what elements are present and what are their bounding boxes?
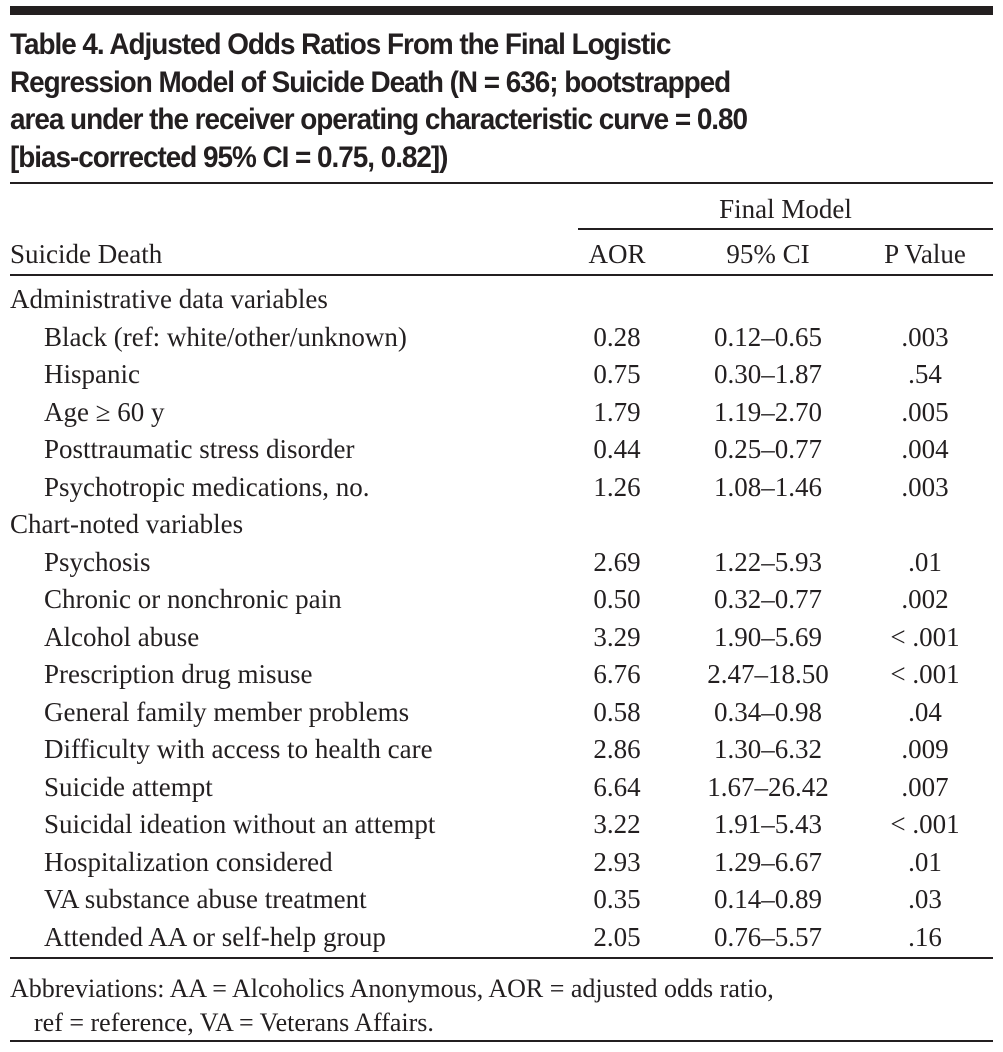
row-label: Posttraumatic stress disorder	[44, 434, 355, 464]
p-value: .04	[908, 696, 942, 727]
p-value: < .001	[890, 809, 960, 839]
ci-value: 1.91–5.43	[714, 809, 822, 839]
p-value: .003	[901, 471, 949, 502]
p-value: < .001	[890, 659, 960, 689]
ci-value: 2.47–18.50	[707, 659, 829, 689]
title-line: [bias-corrected 95% CI = 0.75, 0.82])	[10, 140, 448, 174]
table-row	[10, 922, 993, 959]
bottom-rule	[10, 1040, 993, 1042]
p-value: .03	[908, 884, 942, 914]
aor-value: 6.64	[593, 771, 641, 802]
col-header-suicide-death: Suicide Death	[10, 239, 163, 269]
table-row	[10, 434, 993, 471]
row-label: Chart-noted variables	[10, 509, 244, 539]
p-value: .009	[901, 734, 949, 764]
title-line: area under the receiver operating characteristic curve = 0.80	[10, 103, 748, 136]
row-label: General family member problems	[44, 696, 410, 727]
p-value: .01	[908, 846, 942, 877]
section-header-row	[10, 284, 993, 321]
ci-value: 0.14–0.89	[714, 884, 822, 914]
row-label: Hospitalization considered	[44, 846, 333, 877]
ci-value: 0.32–0.77	[714, 584, 822, 614]
table-row	[10, 547, 993, 584]
title-line: Table 4. Adjusted Odds Ratios From the Final Logistic	[10, 28, 671, 61]
aor-value: 3.22	[593, 809, 641, 839]
p-value: .54	[908, 359, 942, 389]
table-row	[10, 884, 993, 921]
row-label: Psychosis	[44, 546, 151, 577]
row-label: Chronic or nonchronic pain	[44, 584, 342, 614]
footnote	[10, 972, 774, 1040]
row-label: Suicidal ideation without an attempt	[44, 809, 436, 839]
ci-value: 1.08–1.46	[714, 471, 822, 502]
aor-value: 0.58	[593, 696, 641, 727]
p-value: .003	[901, 321, 949, 352]
table-row	[10, 622, 993, 659]
footnote-line: Abbreviations: AA = Alcoholics Anonymous, AOR = adjusted odds ratio,	[10, 974, 774, 1003]
col-header-aor: AOR	[588, 239, 646, 269]
p-value: .004	[901, 434, 949, 464]
table-row	[10, 397, 993, 434]
aor-value: 6.76	[593, 659, 641, 689]
table-row	[10, 809, 993, 846]
row-label: Prescription drug misuse	[44, 659, 313, 689]
ci-value: 1.19–2.70	[714, 396, 822, 427]
row-label: VA substance abuse treatment	[44, 884, 367, 914]
aor-value: 0.44	[593, 434, 641, 464]
group-header: Final Model	[719, 194, 852, 224]
table-row	[10, 772, 993, 809]
table-row	[10, 847, 993, 884]
aor-value: 0.28	[593, 321, 641, 352]
ci-value: 1.29–6.67	[714, 846, 822, 877]
title-rule	[10, 182, 993, 184]
p-value: .01	[908, 546, 942, 577]
section-header-row	[10, 509, 993, 546]
table-row	[10, 472, 993, 509]
aor-value: 3.29	[593, 621, 641, 652]
aor-value: 1.79	[593, 396, 641, 427]
aor-value: 1.26	[593, 471, 641, 502]
row-label: Age ≥ 60 y	[44, 396, 165, 427]
ci-value: 1.30–6.32	[714, 734, 822, 764]
table-row	[10, 584, 993, 621]
aor-value: 0.75	[593, 359, 641, 389]
aor-value: 0.50	[593, 584, 641, 614]
aor-value: 2.05	[593, 921, 641, 952]
aor-value: 2.69	[593, 546, 641, 577]
ci-value: 1.22–5.93	[714, 546, 822, 577]
ci-value: 0.12–0.65	[714, 321, 822, 352]
table-row	[10, 697, 993, 734]
ci-value: 0.34–0.98	[714, 696, 822, 727]
ci-value: 1.67–26.42	[707, 771, 829, 802]
table-title	[10, 26, 803, 176]
title-line: Regression Model of Suicide Death (N = 636; bootstrapped	[10, 65, 731, 99]
column-header-row	[10, 239, 993, 276]
table-row	[10, 734, 993, 771]
table-row	[10, 359, 993, 396]
aor-value: 0.35	[593, 884, 641, 914]
ci-value: 1.90–5.69	[714, 621, 822, 652]
p-value: .007	[901, 771, 949, 802]
col-header-p: P Value	[884, 239, 966, 269]
table-row	[10, 322, 993, 359]
row-label: Attended AA or self-help group	[44, 921, 386, 952]
p-value: .005	[901, 396, 949, 427]
col-header-ci: 95% CI	[726, 239, 810, 269]
row-label: Suicide attempt	[44, 771, 213, 802]
row-label: Alcohol abuse	[44, 621, 200, 652]
aor-value: 2.93	[593, 846, 641, 877]
top-rule	[10, 6, 993, 15]
ci-value: 0.25–0.77	[714, 434, 822, 464]
p-value: < .001	[890, 621, 960, 652]
header-rule	[10, 274, 993, 276]
row-label: Black (ref: white/other/unknown)	[44, 321, 407, 352]
group-rule	[578, 228, 993, 230]
table-row	[10, 659, 993, 696]
p-value: .002	[901, 584, 949, 614]
row-label: Administrative data variables	[10, 284, 328, 314]
p-value: .16	[908, 921, 942, 952]
footnote-line: ref = reference, VA = Veterans Affairs.	[34, 1008, 434, 1037]
aor-value: 2.86	[593, 734, 641, 764]
ci-value: 0.30–1.87	[714, 359, 822, 389]
row-label: Hispanic	[44, 359, 140, 389]
row-label: Difficulty with access to health care	[44, 734, 433, 764]
row-label: Psychotropic medications, no.	[44, 471, 370, 502]
ci-value: 0.76–5.57	[714, 921, 822, 952]
body-rule	[10, 957, 993, 959]
